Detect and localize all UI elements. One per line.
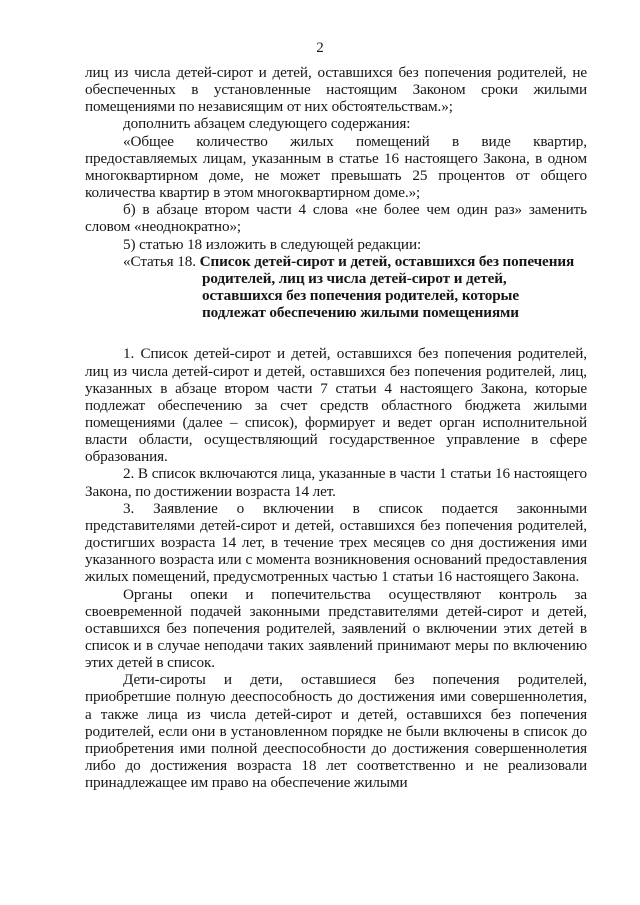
- paragraph-continuation: лиц из числа детей-сирот и детей, оставшихся без попечения родителей, не обеспеченных в установленные настоящим Законом сроки жилыми помещениями по независящим от них обстоятельствам.»;: [85, 64, 587, 116]
- page-number: 2: [316, 40, 324, 56]
- paragraph-amendment-text: «Общее количество жилых помещений в виде квартир, предоставляемых лицам, указанным в статье 16 настоящего Закона, в одном многоквартирном доме, не может превышать 25 процентов от общего количества квартир в этом многоквартирном доме.»;: [85, 132, 587, 202]
- article-title-line-2: родителей, лиц из числа детей-сирот и детей,: [202, 269, 507, 287]
- heading-spacer: [85, 321, 587, 345]
- article-title-line-3: оставшихся без попечения родителей, которые: [202, 287, 519, 305]
- paragraph-orphans-capacity: Дети-сироты и дети, оставшиеся без попечения родителей, приобретшие полную дееспособность до достижения ими совершеннолетия, а также лица из числа детей-сирот и детей, оставшихся без попечения родителей, если они в установленном порядке не были включены в список до приобретения ими полной дееспособности до достижения совершеннолетия либо до достижения возраста 18 лет соответственно и не реализовали принадлежащее им право на обеспечение жилыми: [85, 671, 587, 792]
- article-heading: [85, 253, 587, 322]
- paragraph-guardianship-control: Органы опеки и попечительства осуществляют контроль за своевременной подачей законными представителями детей-сирот и детей, оставшихся без попечения родителей, заявлений о включении этих детей в список и в случае неподачи таких заявлений принимают меры по включению этих детей в список.: [85, 585, 587, 672]
- paragraph-subitem-b: б) в абзаце втором части 4 слова «не более чем один раз» заменить словом «неоднократно»;: [85, 201, 587, 236]
- paragraph-clause-3: 3. Заявление о включении в список подается законными представителями детей-сирот и детей, оставшихся без попечения родителей, достигших возраста 14 лет, в течение трех месяцев со дня достижения ими указанного возраста или с момента возникновения оснований предоставления жилых помещений, предусмотренных частью 1 статьи 16 настоящего Закона.: [85, 499, 587, 586]
- article-number: «Статья 18.: [123, 252, 196, 270]
- paragraph-amendment-intro: дополнить абзацем следующего содержания:: [123, 115, 411, 133]
- paragraph-clause-1: 1. Список детей-сирот и детей, оставшихся без попечения родителей, лиц из числа детей-сирот и детей, оставшихся без попечения родителей, лиц, указанных в абзаце втором части 7 статьи 4 настоящего Закона, которые подлежат обеспечению за счет средств областного бюджета жилыми помещениями (далее – список), формирует и ведет орган исполнительной власти области, осуществляющий государственное управление в сфере образования.: [85, 345, 587, 466]
- paragraph-item-5: 5) статью 18 изложить в следующей редакции:: [123, 235, 422, 253]
- paragraph-clause-2: 2. В список включаются лица, указанные в части 1 статьи 16 настоящего Закона, по достижении возраста 14 лет.: [85, 465, 587, 500]
- document-body: [85, 64, 587, 791]
- article-title-line-1: Список детей-сирот и детей, оставшихся без попечения: [199, 252, 575, 270]
- article-title-line-4: подлежат обеспечению жилыми помещениями: [202, 304, 519, 322]
